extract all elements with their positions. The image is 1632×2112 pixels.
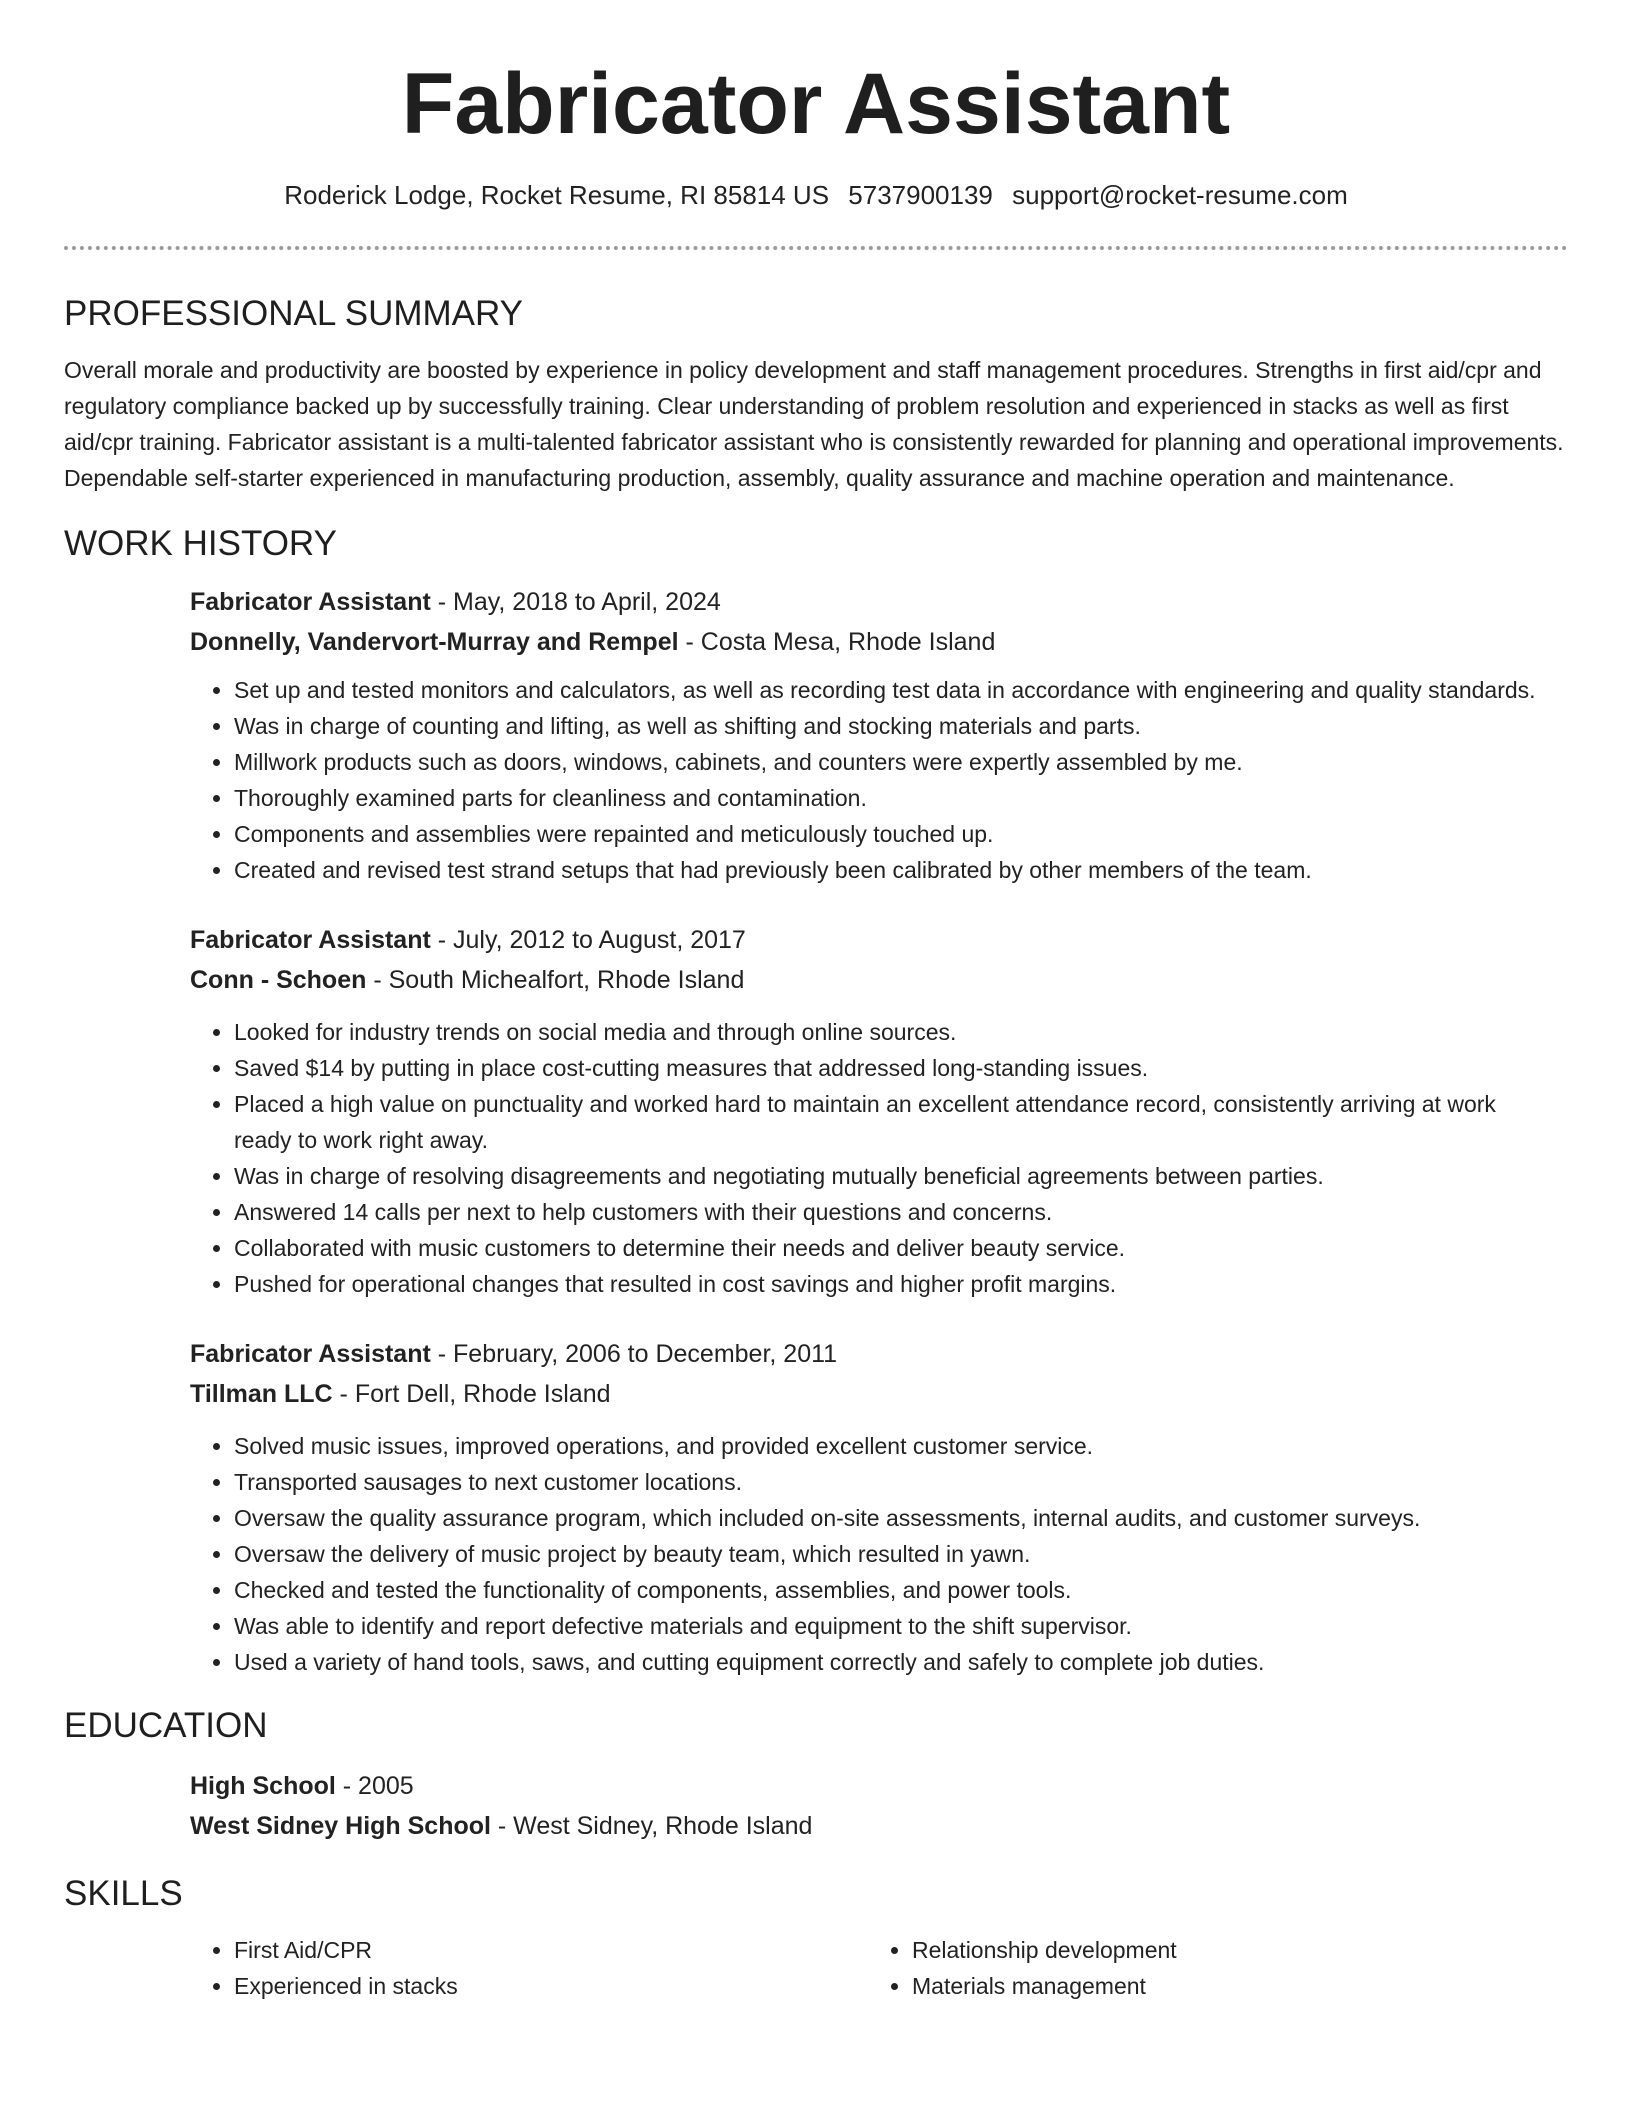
contact-email: support@rocket-resume.com <box>1012 180 1348 210</box>
resume-page <box>64 0 1568 2004</box>
job-company: Tillman LLC <box>190 1380 333 1408</box>
summary-heading: PROFESSIONAL SUMMARY <box>64 294 523 333</box>
job-bullet: • Thoroughly examined parts for cleanliness and contamination. <box>234 780 1546 816</box>
job-company: Donnelly, Vandervort-Murray and Rempel <box>190 628 679 656</box>
job-company: Conn - Schoen <box>190 966 367 994</box>
education-degree: High School <box>190 1772 336 1800</box>
job-entry <box>190 920 1546 1302</box>
education-degree-line <box>190 1766 1546 1806</box>
job-dates: - May, 2018 to April, 2024 <box>430 588 721 616</box>
job-bullet: • Answered 14 calls per next to help customers with their questions and concerns. <box>234 1194 1546 1230</box>
job-bullet: • Saved $14 by putting in place cost-cutting measures that addressed long-standing issues. <box>234 1050 1546 1086</box>
job-bullet: • Transported sausages to next customer locations. <box>234 1464 1546 1500</box>
job-dates: - February, 2006 to December, 2011 <box>430 1340 838 1368</box>
skills-heading: SKILLS <box>64 1874 183 1913</box>
job-bullet: • Was in charge of counting and lifting, as well as shifting and stocking materials and parts. <box>234 708 1546 744</box>
job-bullet: • Pushed for operational changes that resulted in cost savings and higher profit margins. <box>234 1266 1546 1302</box>
job-entry <box>190 582 1546 888</box>
job-entry <box>190 1334 1546 1680</box>
job-bullet: • Was in charge of resolving disagreements and negotiating mutually beneficial agreements between parties. <box>234 1158 1546 1194</box>
work-history-heading: WORK HISTORY <box>64 524 337 563</box>
job-bullet: • Set up and tested monitors and calculators, as well as recording test data in accordance with engineering and quality standards. <box>234 672 1546 708</box>
education-heading: EDUCATION <box>64 1706 268 1745</box>
header-divider <box>64 246 1568 250</box>
summary-text: Overall morale and productivity are boosted by experience in policy development and staff management procedures. Strengths in first aid/cpr and regulatory compliance backed up by successfully training. Clear understanding of problem resolution and experienced in stacks as well as first aid/cpr training. Fabricator assistant is a multi-talented fabricator assistant who is consistently rewarded for planning and operational improvements. Dependable self-starter experienced in manufacturing production, assembly, quality assurance and machine operation and maintenance. <box>64 357 1564 491</box>
skill-item: • First Aid/CPR <box>234 1932 868 1968</box>
job-role: Fabricator Assistant <box>190 588 431 616</box>
job-bullet: • Looked for industry trends on social media and through online sources. <box>234 1014 1546 1050</box>
skill-item: • Experienced in stacks <box>234 1968 868 2004</box>
job-company-line <box>190 960 1546 1000</box>
job-title-line <box>190 582 1546 622</box>
contact-line <box>64 177 1568 213</box>
contact-phone: 5737900139 <box>848 180 993 210</box>
contact-address: Roderick Lodge, Rocket Resume, RI 85814 US <box>284 180 830 210</box>
skill-item: • Materials management <box>912 1968 1546 2004</box>
job-bullet: • Oversaw the delivery of music project by beauty team, which resulted in yawn. <box>234 1536 1546 1572</box>
job-bullets <box>190 1428 1546 1680</box>
skills-column-right <box>868 1932 1546 2004</box>
job-dates: - July, 2012 to August, 2017 <box>430 926 746 954</box>
job-bullets <box>190 672 1546 888</box>
job-role: Fabricator Assistant <box>190 926 431 954</box>
job-location: - South Michealfort, Rhode Island <box>366 966 745 994</box>
job-title-line <box>190 920 1546 960</box>
job-bullet: • Created and revised test strand setups that had previously been calibrated by other members of the team. <box>234 852 1546 888</box>
job-bullet: • Solved music issues, improved operations, and provided excellent customer service. <box>234 1428 1546 1464</box>
job-bullet: • Checked and tested the functionality of components, assemblies, and power tools. <box>234 1572 1546 1608</box>
skill-item: • Relationship development <box>912 1932 1546 1968</box>
job-location: - Costa Mesa, Rhode Island <box>678 628 996 656</box>
job-bullets <box>190 1014 1546 1302</box>
job-bullet: • Was able to identify and report defective materials and equipment to the shift supervisor. <box>234 1608 1546 1644</box>
job-bullet: • Placed a high value on punctuality and worked hard to maintain an excellent attendance record, consistently arriving at work ready to work right away. <box>234 1086 1546 1158</box>
education-school: West Sidney High School <box>190 1812 491 1840</box>
education-entry <box>190 1766 1546 1846</box>
job-company-line <box>190 1374 1546 1414</box>
skills-list <box>190 1932 1546 2004</box>
job-role: Fabricator Assistant <box>190 1340 431 1368</box>
job-bullet: • Oversaw the quality assurance program, which included on-site assessments, internal audits, and customer surveys. <box>234 1500 1546 1536</box>
education-location: - West Sidney, Rhode Island <box>490 1812 813 1840</box>
job-bullet: • Millwork products such as doors, windows, cabinets, and counters were expertly assembled by me. <box>234 744 1546 780</box>
education-school-line <box>190 1806 1546 1846</box>
education-year: - 2005 <box>335 1772 414 1800</box>
skills-column-left <box>190 1932 868 2004</box>
job-bullet: • Components and assemblies were repainted and meticulously touched up. <box>234 816 1546 852</box>
job-bullet: • Used a variety of hand tools, saws, and cutting equipment correctly and safely to complete job duties. <box>234 1644 1546 1680</box>
job-title-line <box>190 1334 1546 1374</box>
resume-name: Fabricator Assistant <box>401 56 1231 152</box>
job-bullet: • Collaborated with music customers to determine their needs and deliver beauty service. <box>234 1230 1546 1266</box>
job-company-line <box>190 622 1546 662</box>
job-location: - Fort Dell, Rhode Island <box>332 1380 611 1408</box>
